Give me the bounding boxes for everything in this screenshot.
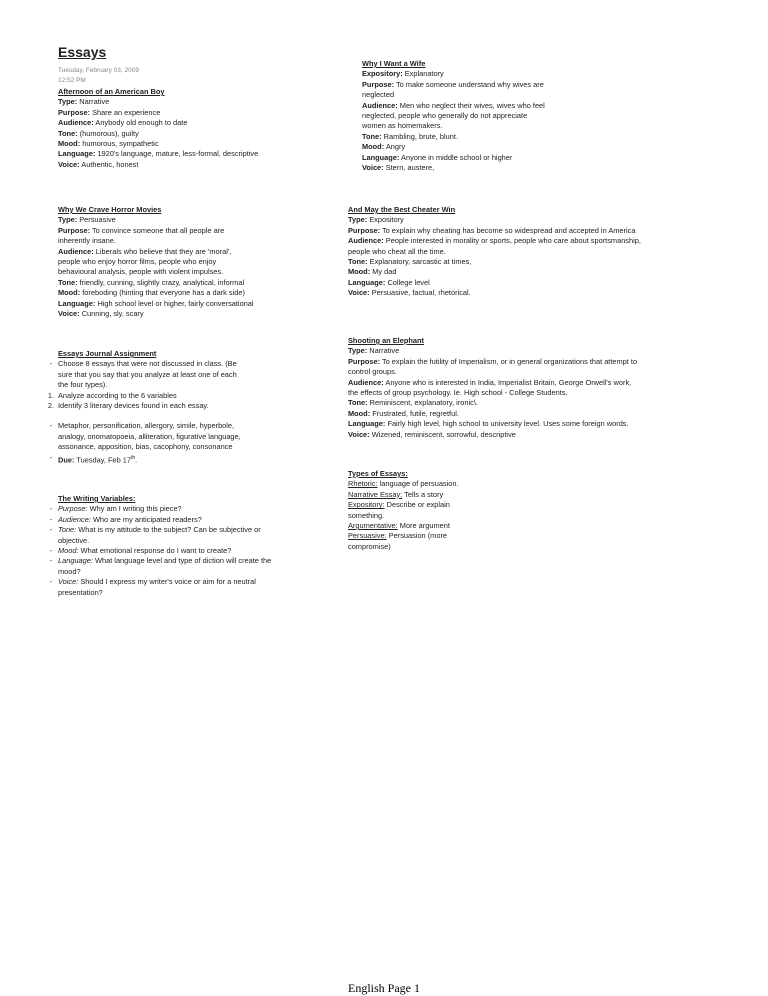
writing-variables [49, 494, 272, 598]
essay-elephant: Shooting an Elephant Type: Narrative Purpose: To explain the futility of Imperialism, or in general organizations that attempt to control groups. Audience: Anyone who is interested in India, Imperialist Britain, George Orwell's work, the effects of group psychology. Ie. High school - College Students. Tone: Reminiscent, explanatory, ironic\. Mood: Frustrated, futile, regretful. Language: Fairly high level, high school to university level. Uses some foreign words. Voice: Wizened, reminiscent, sorrowful, descriptive [348, 336, 638, 439]
list-item: 2. Identify 3 literary devices found in each essay. [47, 401, 209, 411]
journal-list [47, 359, 241, 465]
list-item: - Voice: Should I express my writer's voice or aim for a neutral [49, 577, 256, 587]
list-item: sure that you say that you analyze at least one of each [58, 369, 237, 379]
essay-heading: Shooting an Elephant [348, 336, 424, 345]
types-of-essays: Types of Essays: Rhetoric: language of persuasion. Narrative Essay: Tells a story Expository: Describe or explain something. Argumentative: More argument Persuasive: Persuasion (more compromise) [348, 469, 459, 551]
list-item: analogy, onomatopoeia, alliteration, figurative language, [58, 431, 241, 441]
essay-heading: Afternoon of an American Boy [58, 87, 165, 96]
list-item: - Tone: What is my attitude to the subject? Can be subjective or [49, 525, 261, 535]
essay-wife: Why I Want a Wife Expository: Explanatory Purpose: To make someone understand why wives are neglected Audience: Men who neglect their wives, wives who feel neglected, people who generally do not appreciate women as homemakers. Tone: Rambling, brute, blunt. Mood: Angry Language: Anyone in middle school or higher Voice: Stern, austere, [362, 59, 545, 173]
list-item: - Language: What language level and type of diction will create the [49, 556, 272, 566]
journal-heading: Essays Journal Assignment [58, 349, 157, 358]
page-date: Tuesday, February 03, 2009 [58, 67, 139, 74]
list-item: mood? [58, 566, 81, 576]
list-item: presentation? [58, 587, 103, 597]
page-time: 12:52 PM [58, 77, 86, 84]
list-item: - Purpose: Why am I writing this piece? [49, 504, 182, 514]
page-title: Essays [58, 44, 107, 60]
list-item: - Mood: What emotional response do I want to create? [49, 546, 232, 556]
variables-heading: The Writing Variables: [58, 494, 136, 503]
types-heading: Types of Essays: [348, 469, 408, 478]
list-item: - Choose 8 essays that were not discussed in class. (Be [49, 359, 237, 369]
essay-heading: And May the Best Cheater Win [348, 205, 456, 214]
essay-horror: Why We Crave Horror Movies Type: Persuasive Purpose: To convince someone that all people are inherently insane. Audience: Liberals who believe that they are 'moral', people who enjoy horror films, people who enjoy behavioural analysis, people with violent impulses. Tone: friendly, cunning, slightly crazy, analytical, informal Mood: foreboding (hinting that everyone has a dark side) Language: High school level or higher, fairly conversational Voice: Cunning, sly, scary [58, 205, 254, 319]
list-item: - Audience: Who are my anticipated readers? [49, 514, 202, 524]
essay-heading: Why We Crave Horror Movies [58, 205, 162, 214]
essay-cheater: And May the Best Cheater Win Type: Expository Purpose: To explain why cheating has become so widespread and accepted in America Audience: People interested in morality or sports, people who care about sportsmanship, people who cheat all the time. Tone: Explanatory, sarcastic at times, Mood: My dad Language: College level Voice: Persuasive, factual, rhetorical. [348, 205, 641, 298]
journal-assignment [47, 349, 241, 466]
list-item: - Due: Tuesday, Feb 17th. [49, 452, 138, 465]
list-item: - Metaphor, personification, allergory, simile, hyperbole, [49, 421, 235, 431]
essay-heading: Why I Want a Wife [362, 59, 426, 68]
variables-list [49, 504, 272, 598]
page-footer: English Page 1 [348, 981, 420, 995]
list-item: 1. Analyze according to the 6 variables [47, 390, 177, 400]
essay-afternoon: Afternoon of an American Boy Type: Narrative Purpose: Share an experience Audience: Anybody old enough to date Tone: (humorous), guilty Mood: humorous, sympathetic Language: 1920's language, mature, less-formal, descriptive Voice: Authentic, honest [58, 87, 259, 169]
list-item: objective. [58, 535, 90, 545]
list-item: assonance, apposition, bias, cacophony, consonance [58, 442, 233, 452]
list-item: the four types). [58, 380, 108, 390]
